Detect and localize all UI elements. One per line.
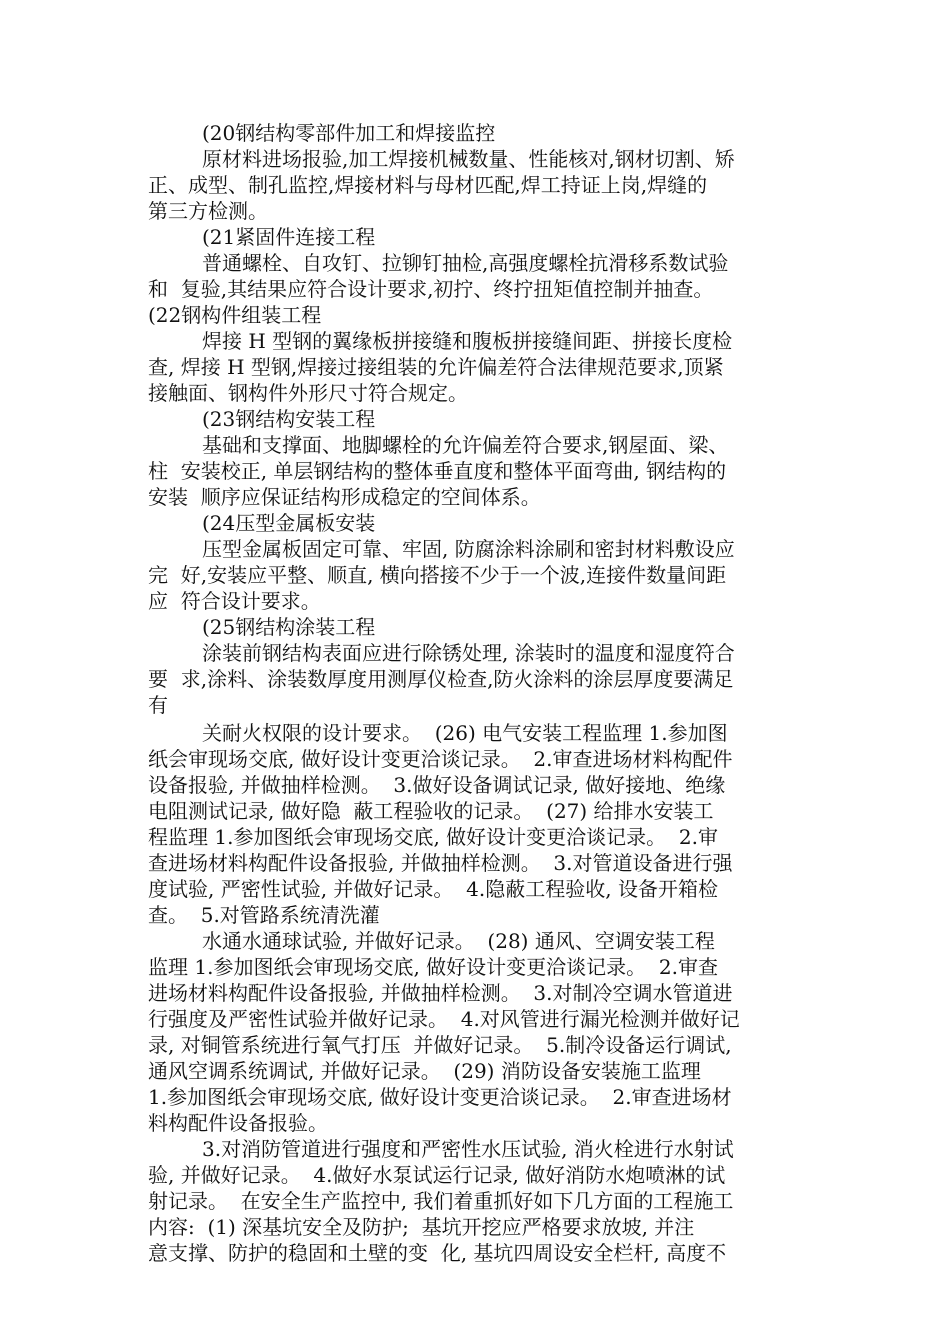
paragraph-line: 验, 并做好记录。 4.做好水泵试运行记录, 做好消防水炮喷淋的试 (148, 1163, 726, 1187)
paragraph-line: 1.参加图纸会审现场交底, 做好设计变更洽谈记录。 2.审查进场材 (148, 1085, 732, 1109)
paragraph-line: 接触面、钢构件外形尺寸符合规定。 (148, 381, 468, 405)
paragraph-line: 应 符合设计要求。 (148, 589, 321, 613)
paragraph-line: 有 (148, 693, 168, 717)
paragraph-line: 电阻测试记录, 做好隐 蔽工程验收的记录。 (27) 给排水安装工 (148, 799, 714, 823)
paragraph-line: 设备报验, 并做抽样检测。 3.做好设备调试记录, 做好接地、绝缘 (148, 773, 726, 797)
paragraph-line: 涂装前钢结构表面应进行除锈处理, 涂装时的温度和湿度符合 (202, 641, 735, 665)
paragraph-line: 焊接 H 型钢的翼缘板拼接缝和腹板拼接缝间距、拼接长度检 (202, 329, 733, 353)
paragraph-line: 柱 安装校正, 单层钢结构的整体垂直度和整体平面弯曲, 钢结构的 (148, 459, 727, 483)
paragraph-line: 和 复验,其结果应符合设计要求,初拧、终拧扭矩值控制并抽查。 (148, 277, 714, 301)
paragraph-line: 压型金属板固定可靠、牢固, 防腐涂料涂刷和密封材料敷设应 (202, 537, 735, 561)
paragraph-line: 原材料进场报验,加工焊接机械数量、性能核对,钢材切割、矫 (202, 147, 735, 171)
paragraph-line: 关耐火权限的设计要求。 (26) 电气安装工程监理 1.参加图 (202, 721, 728, 745)
paragraph-line: 第三方检测。 (148, 199, 268, 223)
heading-21: (21紧固件连接工程 (202, 225, 376, 249)
paragraph-line: 行强度及严密性试验并做好记录。 4.对风管进行漏光检测并做好记 (148, 1007, 740, 1031)
heading-25: (25钢结构涂装工程 (202, 615, 376, 639)
paragraph-line: 通风空调系统调试, 并做好记录。 (29) 消防设备安装施工监理 (148, 1059, 701, 1083)
paragraph-line: 进场材料构配件设备报验, 并做抽样检测。 3.对制冷空调水管道进 (148, 981, 733, 1005)
paragraph-line: 程监理 1.参加图纸会审现场交底, 做好设计变更洽谈记录。 2.审 (148, 825, 718, 849)
heading-22: (22钢构件组装工程 (148, 303, 322, 327)
paragraph-line: 度试验, 严密性试验, 并做好记录。 4.隐蔽工程验收, 设备开箱检 (148, 877, 718, 901)
paragraph-line: 内容: (1) 深基坑安全及防护; 基坑开挖应严格要求放坡, 并注 (148, 1215, 695, 1239)
paragraph-line: 查进场材料构配件设备报验, 并做抽样检测。 3.对管道设备进行强 (148, 851, 733, 875)
paragraph-line: 意支撑、防护的稳固和土壁的变 化, 基坑四周设安全栏杆, 高度不 (148, 1241, 727, 1265)
paragraph-line: 录, 对铜管系统进行氧气打压 并做好记录。 5.制冷设备运行调试, (148, 1033, 732, 1057)
paragraph-line: 安装 顺序应保证结构形成稳定的空间体系。 (148, 485, 541, 509)
heading-20: (20钢结构零部件加工和焊接监控 (202, 121, 496, 145)
heading-24: (24压型金属板安装 (202, 511, 376, 535)
paragraph-line: 3.对消防管道进行强度和严密性水压试验, 消火栓进行水射试 (202, 1137, 734, 1161)
paragraph-line: 射记录。 在安全生产监控中, 我们着重抓好如下几方面的工程施工 (148, 1189, 734, 1213)
paragraph-line: 监理 1.参加图纸会审现场交底, 做好设计变更洽谈记录。 2.审查 (148, 955, 718, 979)
paragraph-line: 纸会审现场交底, 做好设计变更洽谈记录。 2.审查进场材料构配件 (148, 747, 733, 771)
paragraph-line: 要 求,涂料、涂装数厚度用测厚仪检查,防火涂料的涂层厚度要满足 (148, 667, 734, 691)
paragraph-line: 普通螺栓、自攻钉、拉铆钉抽检,高强度螺栓抗滑移系数试验 (202, 251, 729, 275)
paragraph-line: 正、成型、制孔监控,焊接材料与母材匹配,焊工持证上岗,焊缝的 (148, 173, 708, 197)
paragraph-line: 料构配件设备报验。 (148, 1111, 328, 1135)
paragraph-line: 查, 焊接 H 型钢,焊接过接组装的允许偏差符合法律规范要求,顶紧 (148, 355, 724, 379)
heading-23: (23钢结构安装工程 (202, 407, 376, 431)
paragraph-line: 基础和支撑面、地脚螺栓的允许偏差符合要求,钢屋面、梁、 (202, 433, 729, 457)
paragraph-line: 水通水通球试验, 并做好记录。 (28) 通风、空调安装工程 (202, 929, 715, 953)
paragraph-line: 完 好,安装应平整、顺直, 横向搭接不少于一个波,连接件数量间距 (148, 563, 727, 587)
paragraph-line: 查。 5.对管路系统清洗灌 (148, 903, 380, 927)
